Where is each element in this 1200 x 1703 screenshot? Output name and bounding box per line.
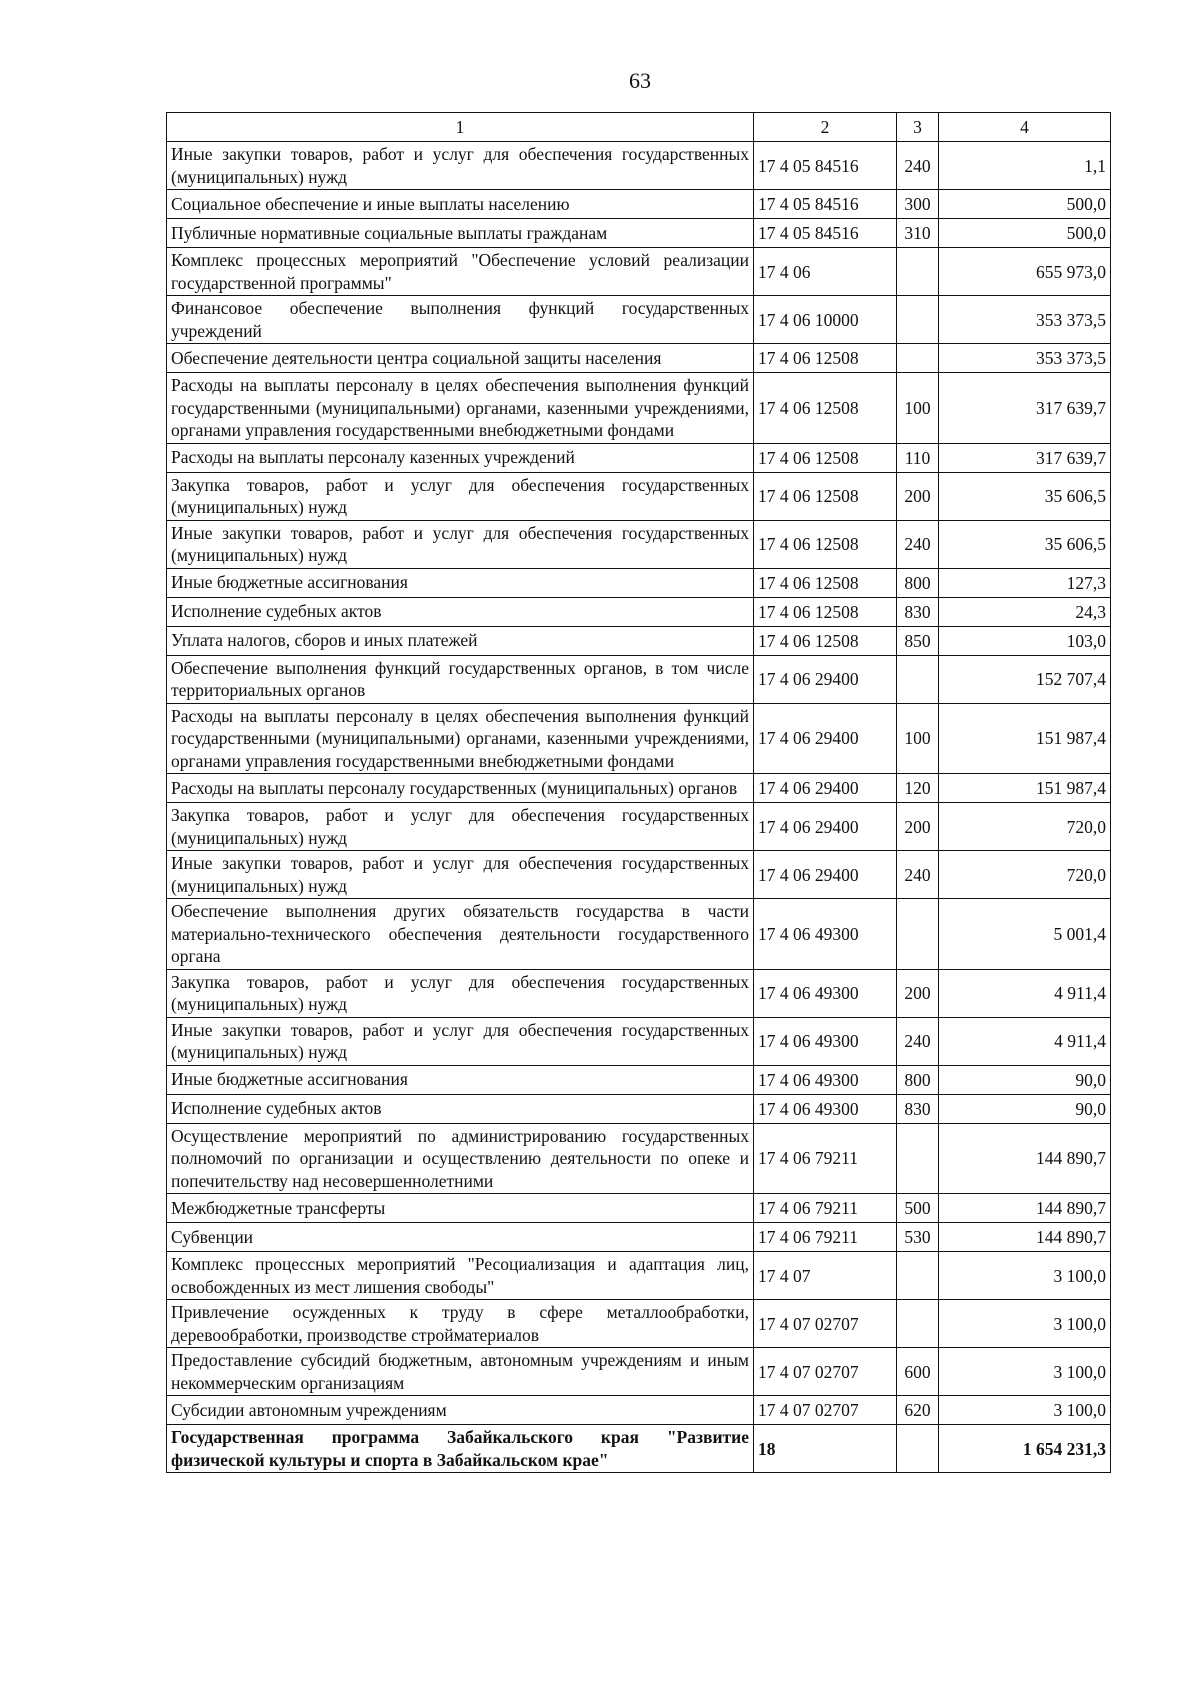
- row-name-cell: Осуществление мероприятий по администрированию государственных полномочий по организации и осуществлению деятельности по опеке и попечительству над несовершеннолетними: [167, 1123, 754, 1194]
- row-type-cell: 830: [897, 597, 939, 626]
- table-row: [167, 803, 1111, 851]
- table-row: [167, 520, 1111, 568]
- row-code-cell: 17 4 06 12508: [754, 568, 897, 597]
- row-name-cell: Привлечение осужденных к труду в сфере металлообработки, деревообработки, производстве стройматериалов: [167, 1300, 754, 1348]
- row-code-cell: 17 4 06 29400: [754, 703, 897, 774]
- budget-table: [166, 112, 1111, 1473]
- row-amount-cell: 317 639,7: [939, 373, 1111, 444]
- row-amount-cell: 90,0: [939, 1094, 1111, 1123]
- row-amount-cell: 152 707,4: [939, 655, 1111, 703]
- row-name-cell: Комплекс процессных мероприятий "Ресоциализация и адаптация лиц, освобожденных из мест лишения свободы": [167, 1252, 754, 1300]
- table-header-row: [167, 113, 1111, 142]
- table-row: [167, 655, 1111, 703]
- table-row: [167, 1223, 1111, 1252]
- row-name-cell: Финансовое обеспечение выполнения функций государственных учреждений: [167, 296, 754, 344]
- table-row: [167, 1348, 1111, 1396]
- column-header-type: 3: [897, 113, 939, 142]
- column-header-amount: 4: [939, 113, 1111, 142]
- row-amount-cell: 1 654 231,3: [939, 1425, 1111, 1473]
- row-type-cell: 240: [897, 851, 939, 899]
- row-name-cell: Предоставление субсидий бюджетным, автономным учреждениям и иным некоммерческим организациям: [167, 1348, 754, 1396]
- row-type-cell: 200: [897, 969, 939, 1017]
- table-row: [167, 597, 1111, 626]
- row-code-cell: 17 4 06 29400: [754, 851, 897, 899]
- table-row: [167, 373, 1111, 444]
- row-amount-cell: 151 987,4: [939, 703, 1111, 774]
- row-code-cell: 17 4 06 79211: [754, 1223, 897, 1252]
- table-body: [167, 142, 1111, 1473]
- row-amount-cell: 353 373,5: [939, 344, 1111, 373]
- table-row: [167, 472, 1111, 520]
- row-code-cell: 17 4 05 84516: [754, 219, 897, 248]
- table-row: [167, 248, 1111, 296]
- row-amount-cell: 4 911,4: [939, 969, 1111, 1017]
- row-amount-cell: 500,0: [939, 219, 1111, 248]
- row-amount-cell: 4 911,4: [939, 1017, 1111, 1065]
- row-type-cell: 240: [897, 520, 939, 568]
- row-name-cell: Обеспечение выполнения других обязательств государства в части материально-технического обеспечения деятельности государственного органа: [167, 899, 754, 970]
- row-type-cell: 200: [897, 472, 939, 520]
- table-row: [167, 774, 1111, 803]
- table-row: [167, 703, 1111, 774]
- row-amount-cell: 1,1: [939, 142, 1111, 190]
- table-row: [167, 899, 1111, 970]
- row-code-cell: 17 4 05 84516: [754, 190, 897, 219]
- row-name-cell: Расходы на выплаты персоналу в целях обеспечения выполнения функций государственными (муниципальными) органами, казенными учреждениями, органами управления государственными внебюджетными фондами: [167, 703, 754, 774]
- row-code-cell: 17 4 07 02707: [754, 1396, 897, 1425]
- row-amount-cell: 3 100,0: [939, 1396, 1111, 1425]
- row-amount-cell: 151 987,4: [939, 774, 1111, 803]
- row-type-cell: [897, 899, 939, 970]
- row-type-cell: [897, 655, 939, 703]
- column-header-code: 2: [754, 113, 897, 142]
- row-type-cell: 200: [897, 803, 939, 851]
- row-type-cell: [897, 1300, 939, 1348]
- row-name-cell: Уплата налогов, сборов и иных платежей: [167, 626, 754, 655]
- row-name-cell: Исполнение судебных актов: [167, 597, 754, 626]
- row-name-cell: Обеспечение деятельности центра социальной защиты населения: [167, 344, 754, 373]
- table-row: [167, 626, 1111, 655]
- row-name-cell: Субсидии автономным учреждениям: [167, 1396, 754, 1425]
- table-row: [167, 851, 1111, 899]
- row-name-cell: Закупка товаров, работ и услуг для обеспечения государственных (муниципальных) нужд: [167, 803, 754, 851]
- row-code-cell: 17 4 06 49300: [754, 969, 897, 1017]
- row-type-cell: 600: [897, 1348, 939, 1396]
- row-amount-cell: 127,3: [939, 568, 1111, 597]
- row-name-cell: Иные закупки товаров, работ и услуг для обеспечения государственных (муниципальных) нужд: [167, 142, 754, 190]
- row-type-cell: 500: [897, 1194, 939, 1223]
- row-amount-cell: 3 100,0: [939, 1300, 1111, 1348]
- row-name-cell: Иные бюджетные ассигнования: [167, 568, 754, 597]
- row-amount-cell: 655 973,0: [939, 248, 1111, 296]
- row-type-cell: 850: [897, 626, 939, 655]
- row-code-cell: 17 4 06 29400: [754, 774, 897, 803]
- row-amount-cell: 317 639,7: [939, 443, 1111, 472]
- row-name-cell: Закупка товаров, работ и услуг для обеспечения государственных (муниципальных) нужд: [167, 969, 754, 1017]
- row-code-cell: 17 4 06 12508: [754, 597, 897, 626]
- table-row: [167, 219, 1111, 248]
- row-name-cell: Субвенции: [167, 1223, 754, 1252]
- row-type-cell: 110: [897, 443, 939, 472]
- row-code-cell: 17 4 06 49300: [754, 1065, 897, 1094]
- row-code-cell: 17 4 06 49300: [754, 1094, 897, 1123]
- row-type-cell: 300: [897, 190, 939, 219]
- row-code-cell: 17 4 06 12508: [754, 520, 897, 568]
- row-name-cell: Иные закупки товаров, работ и услуг для обеспечения государственных (муниципальных) нужд: [167, 1017, 754, 1065]
- row-type-cell: [897, 296, 939, 344]
- row-type-cell: 100: [897, 373, 939, 444]
- row-type-cell: [897, 1252, 939, 1300]
- row-code-cell: 17 4 06 10000: [754, 296, 897, 344]
- table-row: [167, 1194, 1111, 1223]
- row-type-cell: 310: [897, 219, 939, 248]
- row-name-cell: Социальное обеспечение и иные выплаты населению: [167, 190, 754, 219]
- row-amount-cell: 720,0: [939, 803, 1111, 851]
- column-header-name: 1: [167, 113, 754, 142]
- row-code-cell: 17 4 06 12508: [754, 472, 897, 520]
- table-row: [167, 1017, 1111, 1065]
- table-row: [167, 443, 1111, 472]
- row-code-cell: 17 4 06 12508: [754, 373, 897, 444]
- row-type-cell: 830: [897, 1094, 939, 1123]
- row-code-cell: 18: [754, 1425, 897, 1473]
- table-row: [167, 1252, 1111, 1300]
- row-type-cell: [897, 248, 939, 296]
- row-name-cell: Иные бюджетные ассигнования: [167, 1065, 754, 1094]
- row-type-cell: 620: [897, 1396, 939, 1425]
- table-row: [167, 296, 1111, 344]
- row-name-cell: Исполнение судебных актов: [167, 1094, 754, 1123]
- row-type-cell: 240: [897, 142, 939, 190]
- row-type-cell: 800: [897, 568, 939, 597]
- row-code-cell: 17 4 07: [754, 1252, 897, 1300]
- row-code-cell: 17 4 06 12508: [754, 344, 897, 373]
- table-row: [167, 344, 1111, 373]
- row-name-cell: Государственная программа Забайкальского края "Развитие физической культуры и спорта в Забайкальском крае": [167, 1425, 754, 1473]
- row-type-cell: [897, 1123, 939, 1194]
- table-row: [167, 142, 1111, 190]
- row-code-cell: 17 4 06 12508: [754, 443, 897, 472]
- row-name-cell: Обеспечение выполнения функций государственных органов, в том числе территориальных органов: [167, 655, 754, 703]
- row-code-cell: 17 4 06 49300: [754, 1017, 897, 1065]
- table-row: [167, 190, 1111, 219]
- row-amount-cell: 103,0: [939, 626, 1111, 655]
- row-name-cell: Расходы на выплаты персоналу в целях обеспечения выполнения функций государственными (муниципальными) органами, казенными учреждениями, органами управления государственными внебюджетными фондами: [167, 373, 754, 444]
- row-amount-cell: 500,0: [939, 190, 1111, 219]
- table-row: [167, 1425, 1111, 1473]
- row-code-cell: 17 4 06 29400: [754, 803, 897, 851]
- row-type-cell: [897, 1425, 939, 1473]
- row-type-cell: 100: [897, 703, 939, 774]
- row-code-cell: 17 4 07 02707: [754, 1300, 897, 1348]
- row-code-cell: 17 4 06 49300: [754, 899, 897, 970]
- row-type-cell: 120: [897, 774, 939, 803]
- row-amount-cell: 144 890,7: [939, 1223, 1111, 1252]
- row-amount-cell: 24,3: [939, 597, 1111, 626]
- page-number: 63: [629, 68, 651, 93]
- row-amount-cell: 35 606,5: [939, 520, 1111, 568]
- table-row: [167, 969, 1111, 1017]
- row-amount-cell: 144 890,7: [939, 1123, 1111, 1194]
- row-amount-cell: 90,0: [939, 1065, 1111, 1094]
- row-amount-cell: 720,0: [939, 851, 1111, 899]
- row-name-cell: Комплекс процессных мероприятий "Обеспечение условий реализации государственной программы": [167, 248, 754, 296]
- row-name-cell: Публичные нормативные социальные выплаты гражданам: [167, 219, 754, 248]
- row-amount-cell: 5 001,4: [939, 899, 1111, 970]
- row-code-cell: 17 4 06 79211: [754, 1123, 897, 1194]
- table-row: [167, 1065, 1111, 1094]
- table-row: [167, 1094, 1111, 1123]
- row-amount-cell: 3 100,0: [939, 1252, 1111, 1300]
- row-name-cell: Закупка товаров, работ и услуг для обеспечения государственных (муниципальных) нужд: [167, 472, 754, 520]
- row-amount-cell: 35 606,5: [939, 472, 1111, 520]
- row-code-cell: 17 4 07 02707: [754, 1348, 897, 1396]
- row-code-cell: 17 4 05 84516: [754, 142, 897, 190]
- row-type-cell: 530: [897, 1223, 939, 1252]
- row-type-cell: 800: [897, 1065, 939, 1094]
- table-row: [167, 1300, 1111, 1348]
- table-row: [167, 1396, 1111, 1425]
- row-type-cell: [897, 344, 939, 373]
- row-code-cell: 17 4 06 29400: [754, 655, 897, 703]
- row-code-cell: 17 4 06: [754, 248, 897, 296]
- row-amount-cell: 3 100,0: [939, 1348, 1111, 1396]
- row-type-cell: 240: [897, 1017, 939, 1065]
- table-row: [167, 1123, 1111, 1194]
- row-amount-cell: 353 373,5: [939, 296, 1111, 344]
- row-name-cell: Иные закупки товаров, работ и услуг для обеспечения государственных (муниципальных) нужд: [167, 520, 754, 568]
- row-name-cell: Иные закупки товаров, работ и услуг для обеспечения государственных (муниципальных) нужд: [167, 851, 754, 899]
- row-amount-cell: 144 890,7: [939, 1194, 1111, 1223]
- row-code-cell: 17 4 06 79211: [754, 1194, 897, 1223]
- row-code-cell: 17 4 06 12508: [754, 626, 897, 655]
- row-name-cell: Расходы на выплаты персоналу казенных учреждений: [167, 443, 754, 472]
- table-row: [167, 568, 1111, 597]
- row-name-cell: Межбюджетные трансферты: [167, 1194, 754, 1223]
- row-name-cell: Расходы на выплаты персоналу государственных (муниципальных) органов: [167, 774, 754, 803]
